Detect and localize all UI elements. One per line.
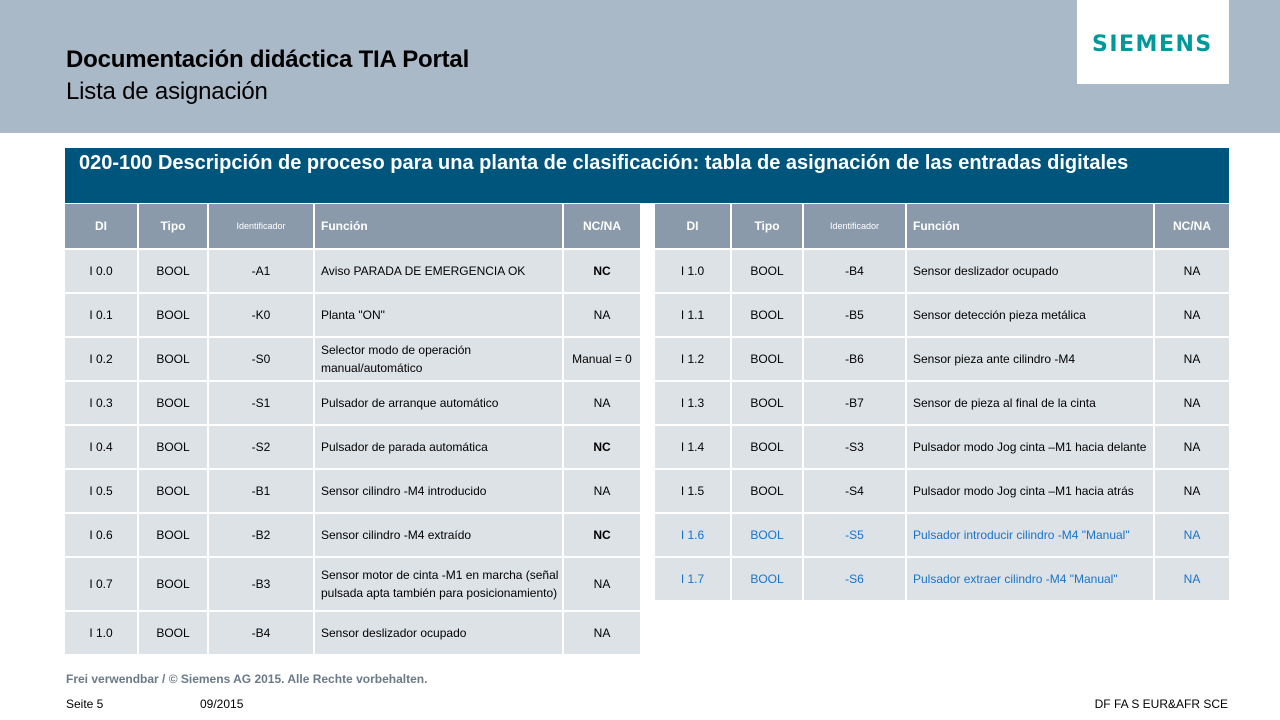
cell-tipo: BOOL xyxy=(139,292,209,336)
table-row xyxy=(655,248,1229,292)
cell-di: I 1.2 xyxy=(655,336,732,380)
cell-identificador: -B3 xyxy=(209,556,315,610)
table-row xyxy=(655,380,1229,424)
table-row xyxy=(65,512,640,556)
cell-identificador: -B1 xyxy=(209,468,315,512)
col-header-funcion: Función xyxy=(907,204,1155,248)
cell-nc-na: NA xyxy=(1155,556,1229,600)
col-header-nc-na: NC/NA xyxy=(564,204,640,248)
cell-nc-na: NA xyxy=(564,610,640,654)
cell-identificador: -K0 xyxy=(209,292,315,336)
table-row xyxy=(65,380,640,424)
cell-identificador: -S6 xyxy=(804,556,907,600)
cell-di: I 0.0 xyxy=(65,248,139,292)
cell-identificador: -B5 xyxy=(804,292,907,336)
cell-funcion: Selector modo de operación manual/automático xyxy=(315,336,564,380)
cell-nc-na: NA xyxy=(1155,468,1229,512)
cell-identificador: -S1 xyxy=(209,380,315,424)
cell-identificador: -S2 xyxy=(209,424,315,468)
cell-tipo: BOOL xyxy=(732,424,804,468)
cell-di: I 1.6 xyxy=(655,512,732,556)
cell-funcion: Sensor deslizador ocupado xyxy=(315,610,564,654)
cell-identificador: -S0 xyxy=(209,336,315,380)
footer-page-number: Seite 5 xyxy=(66,697,104,711)
cell-di: I 0.7 xyxy=(65,556,139,610)
cell-nc-na: NA xyxy=(1155,424,1229,468)
cell-nc-na: NC xyxy=(564,248,640,292)
cell-identificador: -B2 xyxy=(209,512,315,556)
assignment-table-right xyxy=(655,204,1229,600)
cell-tipo: BOOL xyxy=(732,248,804,292)
col-header-tipo: Tipo xyxy=(732,204,804,248)
cell-tipo: BOOL xyxy=(732,468,804,512)
cell-tipo: BOOL xyxy=(139,468,209,512)
table-header-row xyxy=(655,204,1229,248)
footer-date: 09/2015 xyxy=(200,697,244,711)
table-row xyxy=(65,248,640,292)
col-header-tipo: Tipo xyxy=(139,204,209,248)
cell-tipo: BOOL xyxy=(732,512,804,556)
table-row xyxy=(65,556,640,610)
page-subtitle: Lista de asignación xyxy=(66,78,268,105)
cell-di: I 1.0 xyxy=(655,248,732,292)
table-row xyxy=(655,424,1229,468)
cell-di: I 0.4 xyxy=(65,424,139,468)
table-row xyxy=(655,468,1229,512)
cell-tipo: BOOL xyxy=(139,248,209,292)
assignment-table-left xyxy=(65,204,640,654)
cell-funcion: Sensor detección pieza metálica xyxy=(907,292,1155,336)
page-title: Documentación didáctica TIA Portal xyxy=(66,46,470,73)
table-row xyxy=(655,336,1229,380)
cell-nc-na: NA xyxy=(564,556,640,610)
table-row xyxy=(655,292,1229,336)
cell-identificador: -B4 xyxy=(804,248,907,292)
siemens-logo xyxy=(1077,0,1229,84)
cell-funcion: Pulsador de parada automática xyxy=(315,424,564,468)
cell-di: I 0.3 xyxy=(65,380,139,424)
table-row xyxy=(65,336,640,380)
table-row xyxy=(655,556,1229,600)
col-header-di: DI xyxy=(65,204,139,248)
cell-nc-na: NC xyxy=(564,424,640,468)
cell-identificador: -S3 xyxy=(804,424,907,468)
cell-di: I 0.5 xyxy=(65,468,139,512)
cell-funcion: Aviso PARADA DE EMERGENCIA OK xyxy=(315,248,564,292)
cell-nc-na: NA xyxy=(564,380,640,424)
cell-funcion: Sensor deslizador ocupado xyxy=(907,248,1155,292)
table-row xyxy=(65,610,640,654)
cell-di: I 1.7 xyxy=(655,556,732,600)
cell-identificador: -A1 xyxy=(209,248,315,292)
cell-nc-na: NA xyxy=(564,468,640,512)
cell-tipo: BOOL xyxy=(732,556,804,600)
cell-tipo: BOOL xyxy=(139,512,209,556)
cell-funcion: Pulsador modo Jog cinta –M1 hacia atrás xyxy=(907,468,1155,512)
cell-nc-na: NA xyxy=(564,292,640,336)
col-header-di: DI xyxy=(655,204,732,248)
cell-di: I 1.5 xyxy=(655,468,732,512)
cell-identificador: -B4 xyxy=(209,610,315,654)
cell-tipo: BOOL xyxy=(139,336,209,380)
cell-nc-na: NA xyxy=(1155,248,1229,292)
table-row xyxy=(65,292,640,336)
col-header-funcion: Función xyxy=(315,204,564,248)
cell-nc-na: NA xyxy=(1155,380,1229,424)
cell-di: I 1.0 xyxy=(65,610,139,654)
cell-tipo: BOOL xyxy=(139,380,209,424)
cell-di: I 0.6 xyxy=(65,512,139,556)
col-header-nc-na: NC/NA xyxy=(1155,204,1229,248)
table-row xyxy=(65,424,640,468)
cell-identificador: -S4 xyxy=(804,468,907,512)
cell-tipo: BOOL xyxy=(139,610,209,654)
siemens-logo-text: SIEMENS xyxy=(1092,32,1213,57)
footer-department: DF FA S EUR&AFR SCE xyxy=(1094,697,1228,711)
footer-rights: Frei verwendbar / © Siemens AG 2015. Alle Rechte vorbehalten. xyxy=(66,672,428,686)
cell-funcion: Pulsador modo Jog cinta –M1 hacia delante xyxy=(907,424,1155,468)
cell-funcion: Pulsador de arranque automático xyxy=(315,380,564,424)
cell-di: I 0.2 xyxy=(65,336,139,380)
cell-identificador: -B7 xyxy=(804,380,907,424)
cell-nc-na: NA xyxy=(1155,292,1229,336)
cell-nc-na: NA xyxy=(1155,336,1229,380)
cell-tipo: BOOL xyxy=(732,292,804,336)
cell-funcion: Sensor motor de cinta -M1 en marcha (señal pulsada apta también para posicionamiento) xyxy=(315,556,564,610)
cell-nc-na: NA xyxy=(1155,512,1229,556)
cell-tipo: BOOL xyxy=(732,380,804,424)
cell-tipo: BOOL xyxy=(139,424,209,468)
cell-funcion: Sensor cilindro -M4 introducido xyxy=(315,468,564,512)
section-banner: 020-100 Descripción de proceso para una planta de clasificación: tabla de asignación de las entradas digitales xyxy=(65,148,1229,203)
cell-di: I 1.4 xyxy=(655,424,732,468)
cell-tipo: BOOL xyxy=(732,336,804,380)
cell-tipo: BOOL xyxy=(139,556,209,610)
cell-nc-na: Manual = 0 xyxy=(564,336,640,380)
cell-di: I 0.1 xyxy=(65,292,139,336)
table-row xyxy=(65,468,640,512)
cell-funcion: Planta "ON" xyxy=(315,292,564,336)
cell-di: I 1.3 xyxy=(655,380,732,424)
cell-funcion: Sensor pieza ante cilindro -M4 xyxy=(907,336,1155,380)
cell-funcion: Sensor cilindro -M4 extraído xyxy=(315,512,564,556)
header-band xyxy=(0,0,1280,133)
cell-funcion: Pulsador introducir cilindro -M4 "Manual" xyxy=(907,512,1155,556)
cell-identificador: -B6 xyxy=(804,336,907,380)
cell-funcion: Pulsador extraer cilindro -M4 "Manual" xyxy=(907,556,1155,600)
cell-di: I 1.1 xyxy=(655,292,732,336)
cell-nc-na: NC xyxy=(564,512,640,556)
table-header-row xyxy=(65,204,640,248)
cell-funcion: Sensor de pieza al final de la cinta xyxy=(907,380,1155,424)
table-row xyxy=(655,512,1229,556)
cell-identificador: -S5 xyxy=(804,512,907,556)
col-header-identificador: Identificador xyxy=(209,204,315,248)
col-header-identificador: Identificador xyxy=(804,204,907,248)
